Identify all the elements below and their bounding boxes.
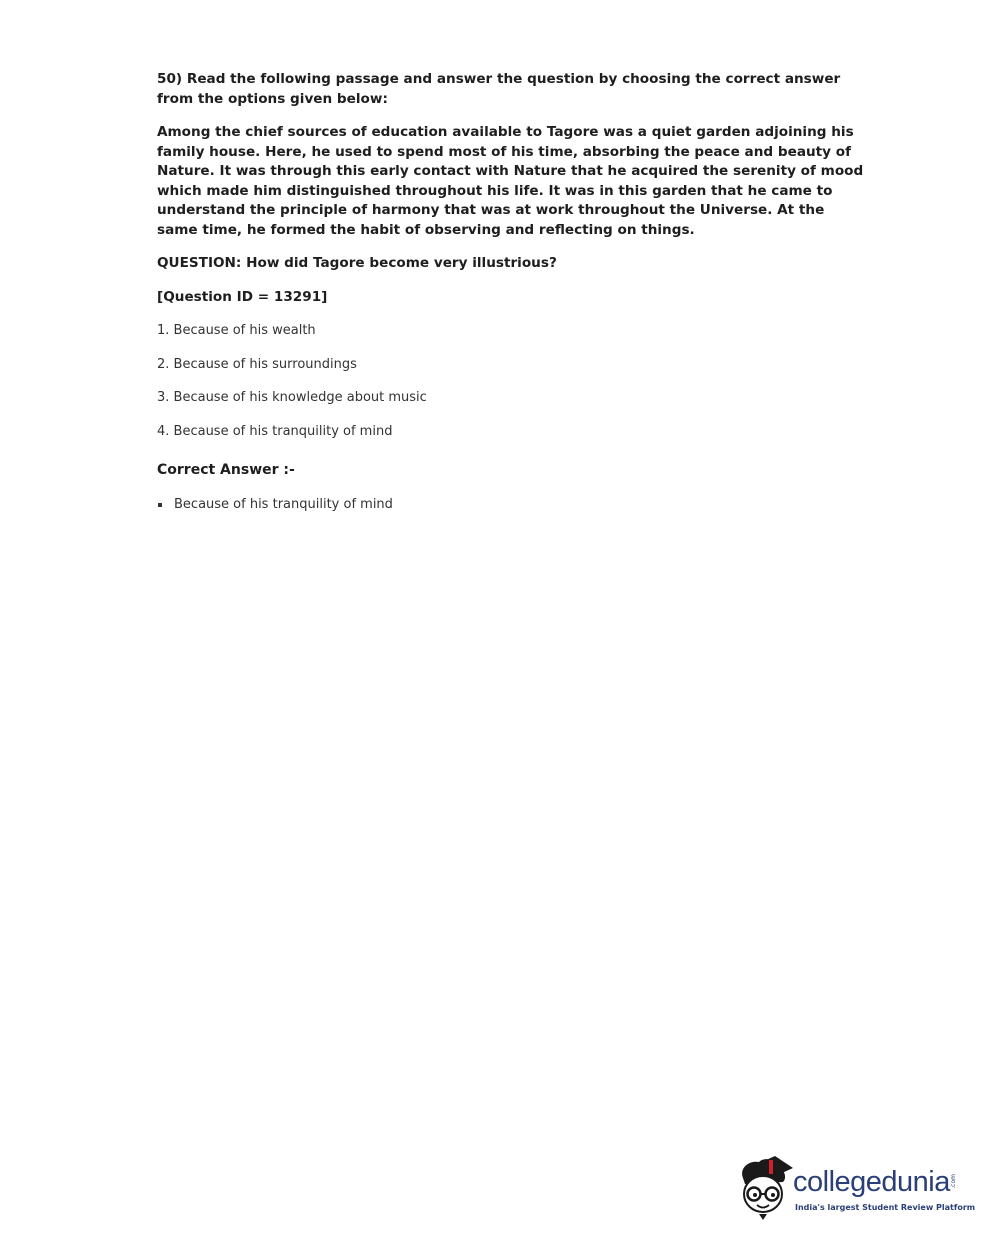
logo-suffix: .com	[950, 1174, 957, 1189]
option-1: 1. Because of his wealth	[157, 323, 316, 338]
option-4: 4. Because of his tranquility of mind	[157, 423, 393, 439]
logo-wordmark: collegedunia	[793, 1166, 950, 1198]
correct-answer-text: Because of his tranquility of mind	[174, 496, 393, 512]
logo-tagline: India's largest Student Review Platform	[795, 1203, 976, 1212]
question-id: [Question ID = 13291]	[157, 288, 328, 305]
answer-list	[157, 495, 867, 515]
correct-answer-item	[157, 495, 867, 515]
question-block	[157, 70, 867, 514]
question-header: 50) Read the following passage and answer the question by choosing the correct answer from the options given below:	[157, 71, 841, 107]
question-prompt: QUESTION: How did Tagore become very illustrious?	[157, 255, 557, 271]
collegedunia-logo	[735, 1152, 976, 1224]
option-3: 3. Because of his knowledge about music	[157, 390, 427, 405]
correct-answer-heading: Correct Answer :-	[157, 462, 295, 478]
options-list	[157, 321, 867, 441]
passage-text: Among the chief sources of education available to Tagore was a quiet garden adjoining his family house. Here, he used to spend most of his time, absorbing the peace and beauty of Nature. It was through this early contact with Nature that he acquired the serenity of mood which made him distinguished throughout his life. It was in this garden that he came to understand the principle of harmony that was at work throughout the Universe. At the same time, he formed the habit of observing and reflecting on things.	[157, 124, 864, 238]
option-2: 2. Because of his surroundings	[157, 356, 357, 372]
bullet-icon	[158, 503, 162, 507]
student-mascot-icon	[735, 1152, 795, 1222]
